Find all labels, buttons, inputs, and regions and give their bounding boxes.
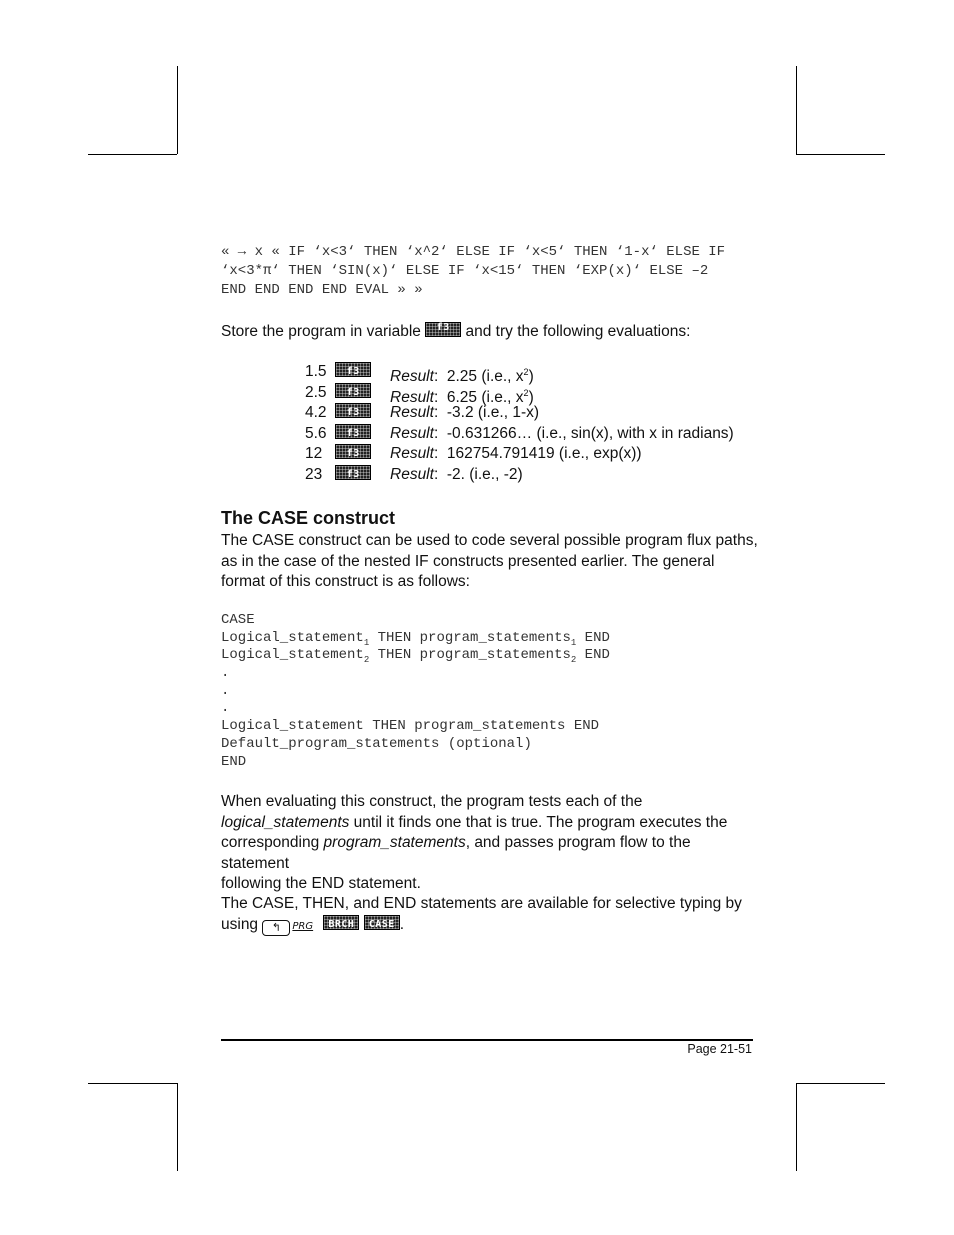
result-label: Result [390, 389, 434, 407]
section-heading: The CASE construct [221, 508, 396, 528]
store-text-after: and try the following evaluations: [465, 323, 691, 340]
program-listing [221, 244, 725, 300]
explanation-paragraph [221, 792, 761, 895]
italic-term: program_statements [323, 834, 466, 851]
text-run: . [399, 915, 405, 933]
eval-result: Result: 6.25 (i.e., $x^2$) [390, 388, 534, 407]
softkey-label: f3 [346, 448, 360, 459]
crop-mark [796, 66, 797, 154]
evaluation-row [305, 383, 534, 407]
softkey-label: f3 [346, 428, 360, 439]
paragraph-line: following the END statement. [221, 875, 421, 892]
result-tail: ) [528, 389, 534, 407]
evaluation-row [305, 444, 642, 465]
typing-paragraph [221, 894, 761, 937]
softkey-label: f3 [346, 366, 360, 377]
syntax-part: THEN program_statements [369, 629, 571, 646]
syntax-part: Logical_statement [221, 629, 364, 646]
eval-input: 1.5 [305, 363, 327, 380]
softkey-label: CASE [368, 918, 395, 930]
softkey-label: f3 [346, 407, 360, 418]
paragraph-line [221, 915, 761, 938]
italic-term: logical_statements [221, 813, 350, 831]
eval-input: 12 [305, 445, 323, 462]
syntax-line: Default_program_statements (optional) [221, 735, 532, 752]
result-value: -3.2 (i.e., 1-x) [446, 404, 540, 421]
eval-result: Result: 162754.791419 (i.e., exp(x)) [390, 445, 642, 462]
prg-label: PRG [292, 920, 314, 932]
syntax-ellipsis-dot: . [221, 682, 230, 699]
footer-rule [221, 1039, 753, 1041]
case-syntax-block [221, 612, 610, 771]
softkey-f3[interactable] [335, 424, 371, 439]
text-run: until it finds one that is true. The program executes the [349, 813, 728, 831]
eval-result: Result: -0.631266… (i.e., sin(x), with x in radians) [390, 425, 734, 442]
paragraph-line: When evaluating this construct, the program tests each of the [221, 793, 643, 810]
eval-result: Result: 2.25 (i.e., $x^2$) [390, 367, 534, 386]
paragraph-line: The CASE construct can be used to code several possible program flux paths, [221, 532, 758, 549]
syntax-line [221, 647, 610, 665]
result-label: Result [390, 368, 434, 386]
softkey-label: BRCH [328, 918, 355, 930]
program-line: END END END END EVAL » » [221, 282, 423, 299]
softkey-case[interactable] [364, 915, 400, 930]
softkey-label: f3 [346, 469, 360, 480]
softkey-f3[interactable] [335, 444, 371, 459]
paragraph-line: The CASE, THEN, and END statements are available for selective typing by [221, 895, 742, 912]
syntax-line: CASE [221, 612, 255, 628]
softkey-label: f3 [346, 387, 360, 398]
superscript: 2 [523, 388, 529, 398]
result-value: -0.631266… (i.e., sin(x), with x in radians) [446, 425, 734, 442]
text-run: using [221, 915, 259, 933]
softkey-f3[interactable] [425, 322, 461, 337]
program-line: ‘x<3*π‘ THEN ‘SIN(x)‘ ELSE IF ‘x<15‘ THEN ‘EXP(x)‘ ELSE –2 [221, 263, 709, 280]
crop-mark [177, 66, 178, 154]
superscript: 2 [523, 367, 529, 377]
softkey-f3[interactable] [335, 465, 371, 480]
subscript: 1 [363, 637, 370, 648]
paragraph-line [221, 813, 761, 834]
evaluation-row [305, 465, 523, 486]
eval-input: 2.5 [305, 384, 327, 401]
text-run: corresponding [221, 834, 324, 851]
softkey-brch[interactable] [323, 915, 359, 930]
evaluation-row [305, 362, 534, 386]
subscript: 2 [570, 655, 577, 666]
softkey-f3[interactable] [335, 403, 371, 418]
softkey-label: f3 [436, 322, 450, 333]
paragraph-line [221, 833, 761, 874]
crop-mark [88, 154, 177, 155]
result-label: Result [390, 466, 434, 483]
eval-result: Result: -2. (i.e., -2) [390, 466, 523, 483]
subscript: 2 [363, 655, 370, 666]
crop-mark [796, 154, 885, 155]
crop-mark [88, 1083, 177, 1084]
intro-paragraph [221, 531, 761, 593]
syntax-line: END [221, 753, 247, 770]
text-run: , and passes program flow to the statement [221, 834, 691, 872]
syntax-ellipsis-dot: . [221, 700, 230, 717]
result-label: Result [390, 445, 434, 462]
crop-mark [177, 1083, 178, 1171]
result-value: 6.25 (i.e., x [446, 389, 524, 407]
softkey-f3[interactable] [335, 362, 371, 377]
subscript: 1 [570, 637, 577, 648]
paragraph-line: as in the case of the nested IF constructs presented earlier. The general [221, 552, 715, 570]
program-line: « → x « IF ‘x<3‘ THEN ‘x^2‘ ELSE IF ‘x<5‘ THEN ‘1-x‘ ELSE IF [221, 244, 726, 260]
crop-mark [796, 1083, 797, 1171]
syntax-ellipsis-dot: . [221, 665, 230, 682]
result-value: -2. (i.e., -2) [446, 466, 523, 483]
eval-input: 5.6 [305, 425, 327, 442]
syntax-part: Logical_statement [221, 647, 364, 664]
crop-mark [796, 1083, 885, 1084]
eval-input: 23 [305, 466, 323, 483]
left-shift-icon: ↰ [271, 920, 281, 934]
section-heading-wrap [221, 508, 395, 529]
eval-input: 4.2 [305, 404, 327, 421]
result-label: Result [390, 404, 434, 421]
evaluation-row [305, 403, 540, 424]
store-text-before: Store the program in variable [221, 323, 421, 340]
syntax-part: END [576, 629, 610, 646]
result-tail: ) [528, 368, 534, 386]
eval-result: Result: -3.2 (i.e., 1-x) [390, 404, 540, 421]
result-value: 2.25 (i.e., x [446, 368, 524, 386]
paragraph-line: format of this construct is as follows: [221, 573, 470, 590]
softkey-f3[interactable] [335, 383, 371, 398]
evaluation-row [305, 424, 734, 445]
syntax-line: Logical_statement THEN program_statements END [221, 718, 600, 735]
page-number: Page 21-51 [687, 1042, 752, 1056]
syntax-part: END [576, 647, 610, 664]
syntax-line [221, 630, 610, 648]
syntax-part: THEN program_statements [369, 647, 571, 664]
left-shift-key[interactable] [262, 920, 290, 936]
store-instruction [221, 322, 690, 341]
result-value: 162754.791419 (i.e., exp(x)) [446, 445, 642, 462]
result-label: Result [390, 425, 434, 442]
